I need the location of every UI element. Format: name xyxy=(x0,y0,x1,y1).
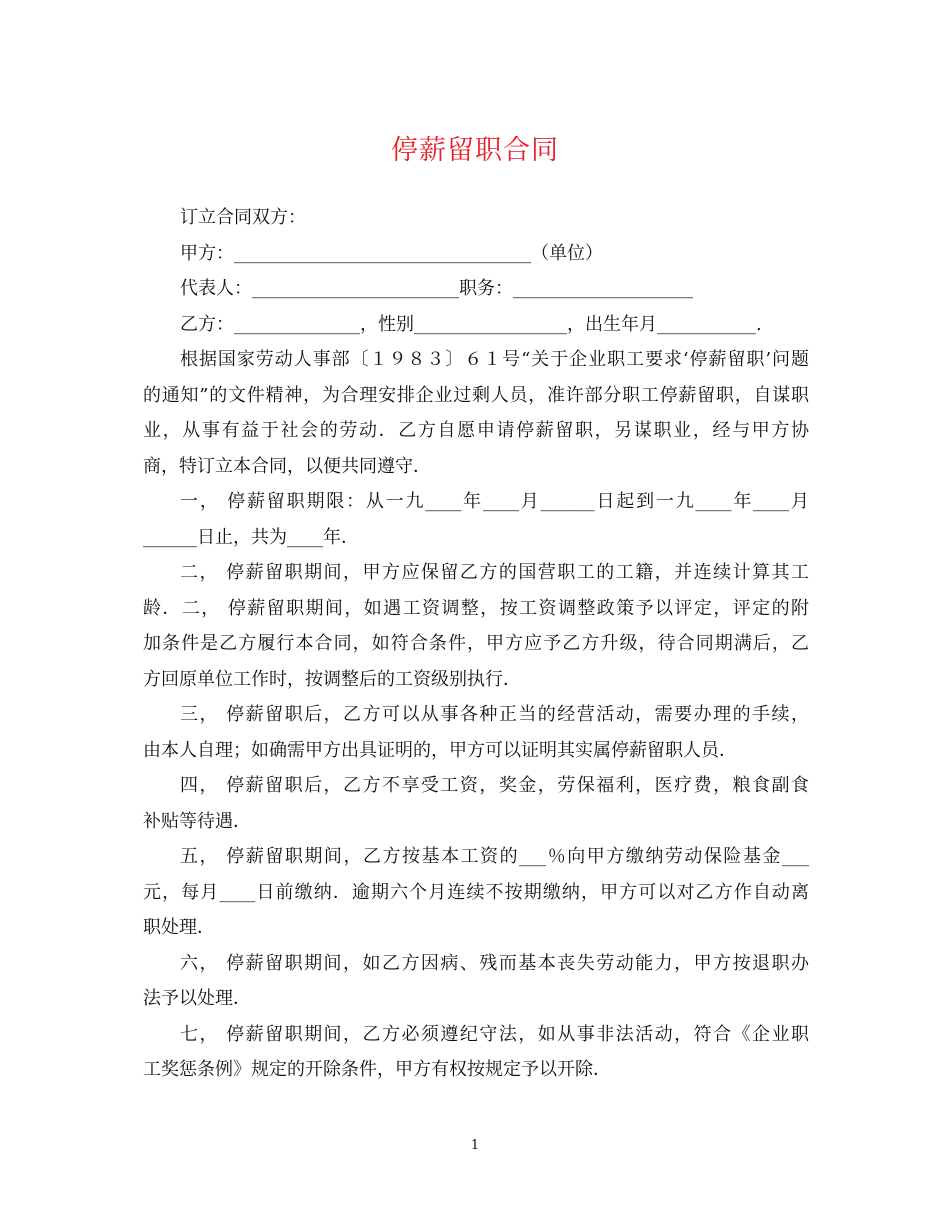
clause-4-line: 补贴等待遇． xyxy=(143,810,251,832)
party-b-line: 乙方：______________，性别_________________，出生年月___________. xyxy=(180,313,762,335)
clause-3-line: 三， 停薪留职后，乙方可以从事各种正当的经营活动，需要办理的手续， xyxy=(180,704,809,725)
clause-7-line: 七， 停薪留职期间，乙方必须遵纪守法，如从事非法活动，符合《企业职 xyxy=(180,1023,809,1045)
party-a-line: 甲方：_________________________________（单位） xyxy=(180,242,603,264)
preamble-line: 业，从事有益于社会的劳动．乙方自愿申请停薪留职，另谋职业，经与甲方协 xyxy=(143,420,809,441)
parties-heading: 订立合同双方： xyxy=(180,207,306,228)
document-body xyxy=(143,200,809,1088)
clause-4-line: 四， 停薪留职后，乙方不享受工资，奖金，劳保福利，医疗费，粮食副食 xyxy=(180,775,809,796)
clause-6-line: 法予以处理． xyxy=(143,988,251,1009)
clause-2-line: 加条件是乙方履行本合同，如符合条件，甲方应予乙方升级，待合同期满后，乙 xyxy=(143,633,809,654)
clause-7-line: 工奖惩条例》规定的开除条件，甲方有权按规定予以开除． xyxy=(143,1059,611,1080)
clause-5-line: 职处理． xyxy=(143,917,215,938)
clause-6-line: 六， 停薪留职期间，如乙方因病、残而基本丧失劳动能力，甲方按退职办 xyxy=(180,952,809,974)
clause-2-line: 方回原单位工作时，按调整后的工资级别执行． xyxy=(143,668,521,690)
clause-5-line: 五， 停薪留职期间，乙方按基本工资的___％向甲方缴纳劳动保险基金___ xyxy=(180,846,809,867)
page-number: 1 xyxy=(470,1138,480,1153)
document-title: 停薪留职合同 xyxy=(391,135,559,166)
clause-5-line: 元，每月____日前缴纳．逾期六个月连续不按期缴纳，甲方可以对乙方作自动离 xyxy=(143,881,809,903)
clause-1-line: 一， 停薪留职期限：从一九____年____月______日起到一九____年____月 xyxy=(180,491,809,512)
clause-2-line: 二， 停薪留职期间，甲方应保留乙方的国营职工的工籍，并连续计算其工 xyxy=(180,562,809,583)
representative-line: 代表人：_______________________职务：____________________ xyxy=(180,278,693,299)
clause-2-line: 龄．二， 停薪留职期间，如遇工资调整，按工资调整政策予以评定，评定的附 xyxy=(143,597,809,619)
clause-1-line: ______日止，共为____年． xyxy=(143,526,359,548)
preamble-line: 根据国家劳动人事部〔１９８３〕６１号“关于企业职工要求‘停薪留职’问题 xyxy=(180,349,809,370)
clause-3-line: 由本人自理；如确需甲方出具证明的，甲方可以证明其实属停薪留职人员． xyxy=(143,739,737,761)
preamble-line: 商，特订立本合同，以便共同遵守． xyxy=(143,455,431,477)
preamble-line: 的通知”的文件精神，为合理安排企业过剩人员，准许部分职工停薪留职，自谋职 xyxy=(143,384,809,406)
